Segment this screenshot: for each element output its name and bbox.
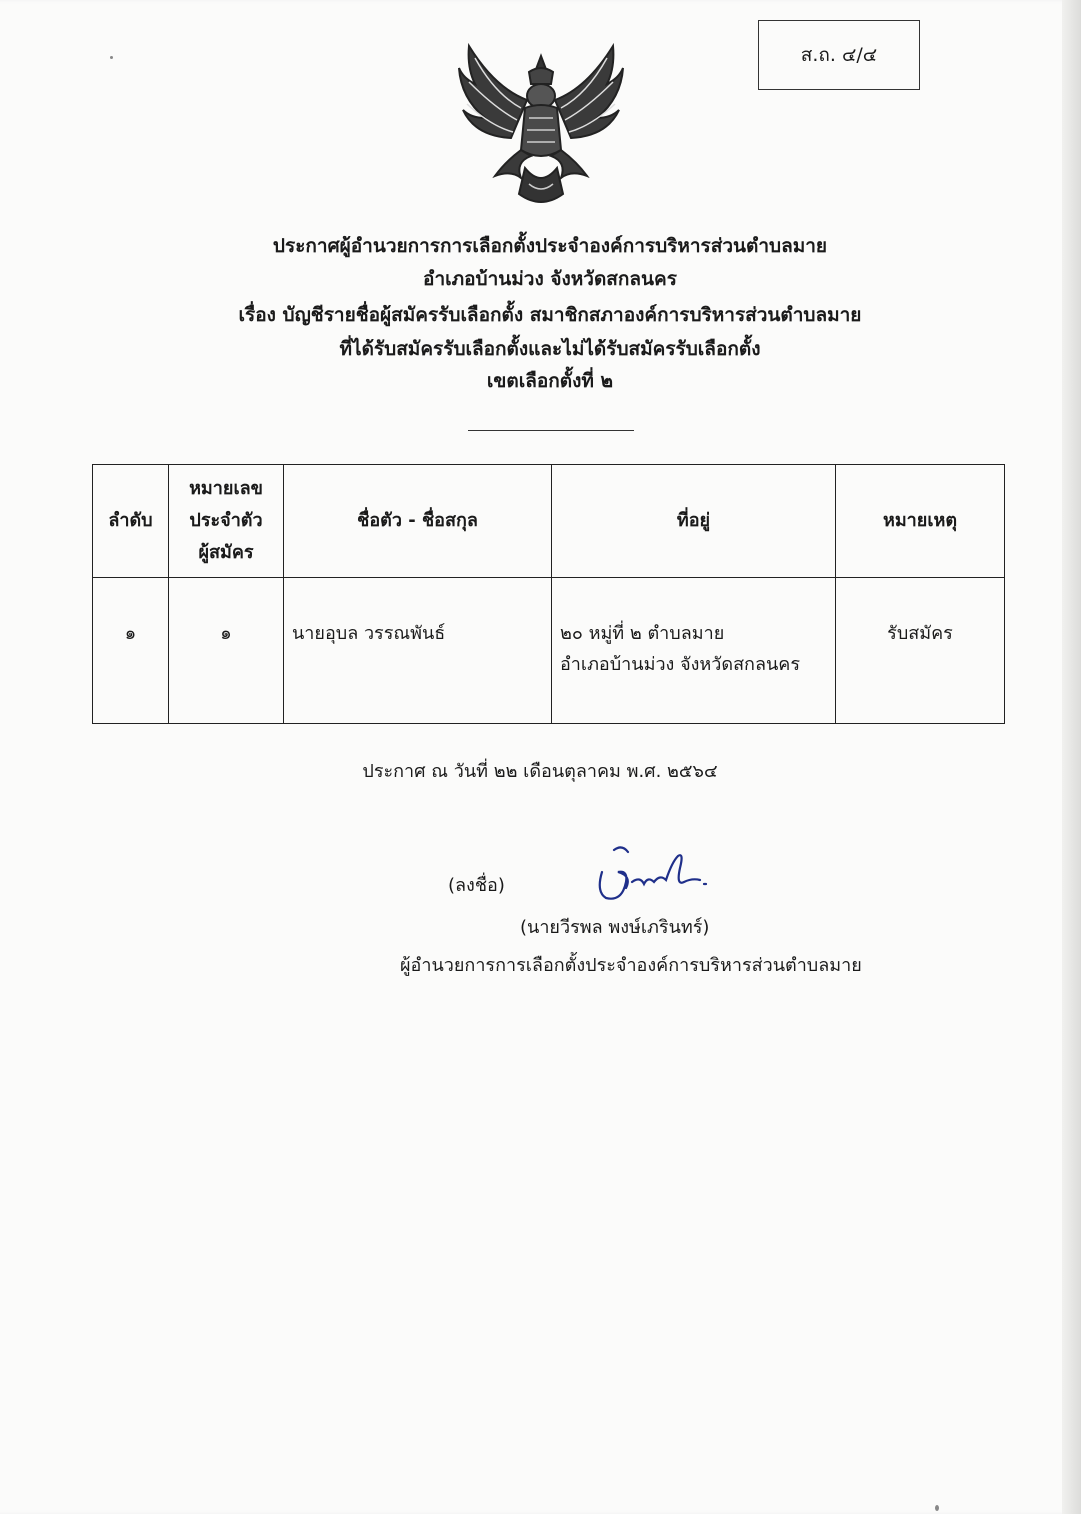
- cell-address-line-2: อำเภอบ้านม่วง จังหวัดสกลนคร: [560, 654, 800, 675]
- header-name: ชื่อตัว - ชื่อสกุล: [284, 465, 552, 578]
- header-order: ลำดับ: [93, 465, 169, 578]
- header-number-line-2: ประจำตัว: [189, 510, 263, 531]
- signature-label: (ลงชื่อ): [448, 875, 505, 896]
- table-row: [93, 578, 1005, 724]
- form-code-text: ส.ถ. ๔/๔: [800, 44, 878, 66]
- table-header-row: [93, 465, 1005, 578]
- cell-order: ๑: [93, 578, 169, 724]
- heading-line-1: [150, 229, 950, 263]
- heading-text-3: เรื่อง บัญชีรายชื่อผู้สมัครรับเลือกตั้ง สมาชิกสภาองค์การบริหารส่วนตำบลมาย: [238, 304, 862, 326]
- page-edge: [1062, 0, 1081, 1514]
- heading-text-1: ประกาศผู้อำนวยการการเลือกตั้งประจำองค์การบริหารส่วนตำบลมาย: [272, 235, 828, 257]
- cell-name: นายอุบล วรรณพันธ์: [284, 578, 552, 724]
- garuda-emblem-icon: [455, 38, 627, 210]
- header-number-line-3: ผู้สมัคร: [198, 542, 254, 563]
- heading-line-5: [150, 364, 950, 398]
- form-code-box: [758, 20, 920, 90]
- heading-text-2: อำเภอบ้านม่วง จังหวัดสกลนคร: [423, 268, 677, 290]
- heading-line-4: [150, 332, 950, 366]
- header-address: ที่อยู่: [552, 465, 836, 578]
- signer-title: ผู้อำนวยการการเลือกตั้งประจำองค์การบริหารส่วนตำบลมาย: [400, 955, 862, 976]
- header-candidate-number: [169, 465, 284, 578]
- heading-text-4: ที่ได้รับสมัครรับเลือกตั้งและไม่ได้รับสมัครรับเลือกตั้ง: [339, 338, 761, 360]
- paper-speck: [935, 1505, 939, 1511]
- cell-address-line-1: ๒๐ หมู่ที่ ๒ ตำบลมาย: [560, 623, 725, 644]
- cell-candidate-number: ๑: [169, 578, 284, 724]
- paper-speck: [110, 56, 113, 59]
- handwritten-signature: [592, 842, 722, 908]
- cell-remark: รับสมัคร: [836, 578, 1005, 724]
- heading-text-5: เขตเลือกตั้งที่ ๒: [486, 370, 614, 392]
- announcement-date: ประกาศ ณ วันที่ ๒๒ เดือนตุลาคม พ.ศ. ๒๕๖๔: [362, 761, 718, 782]
- signer-name: (นายวีรพล พงษ์เภรินทร์): [520, 917, 710, 938]
- header-number-line-1: หมายเลข: [189, 478, 263, 499]
- candidate-table: [92, 464, 1005, 724]
- header-remark: หมายเหตุ: [836, 465, 1005, 578]
- cell-address: [552, 578, 836, 724]
- heading-line-2: [150, 262, 950, 296]
- heading-divider: [468, 430, 634, 431]
- heading-line-3: [150, 298, 950, 332]
